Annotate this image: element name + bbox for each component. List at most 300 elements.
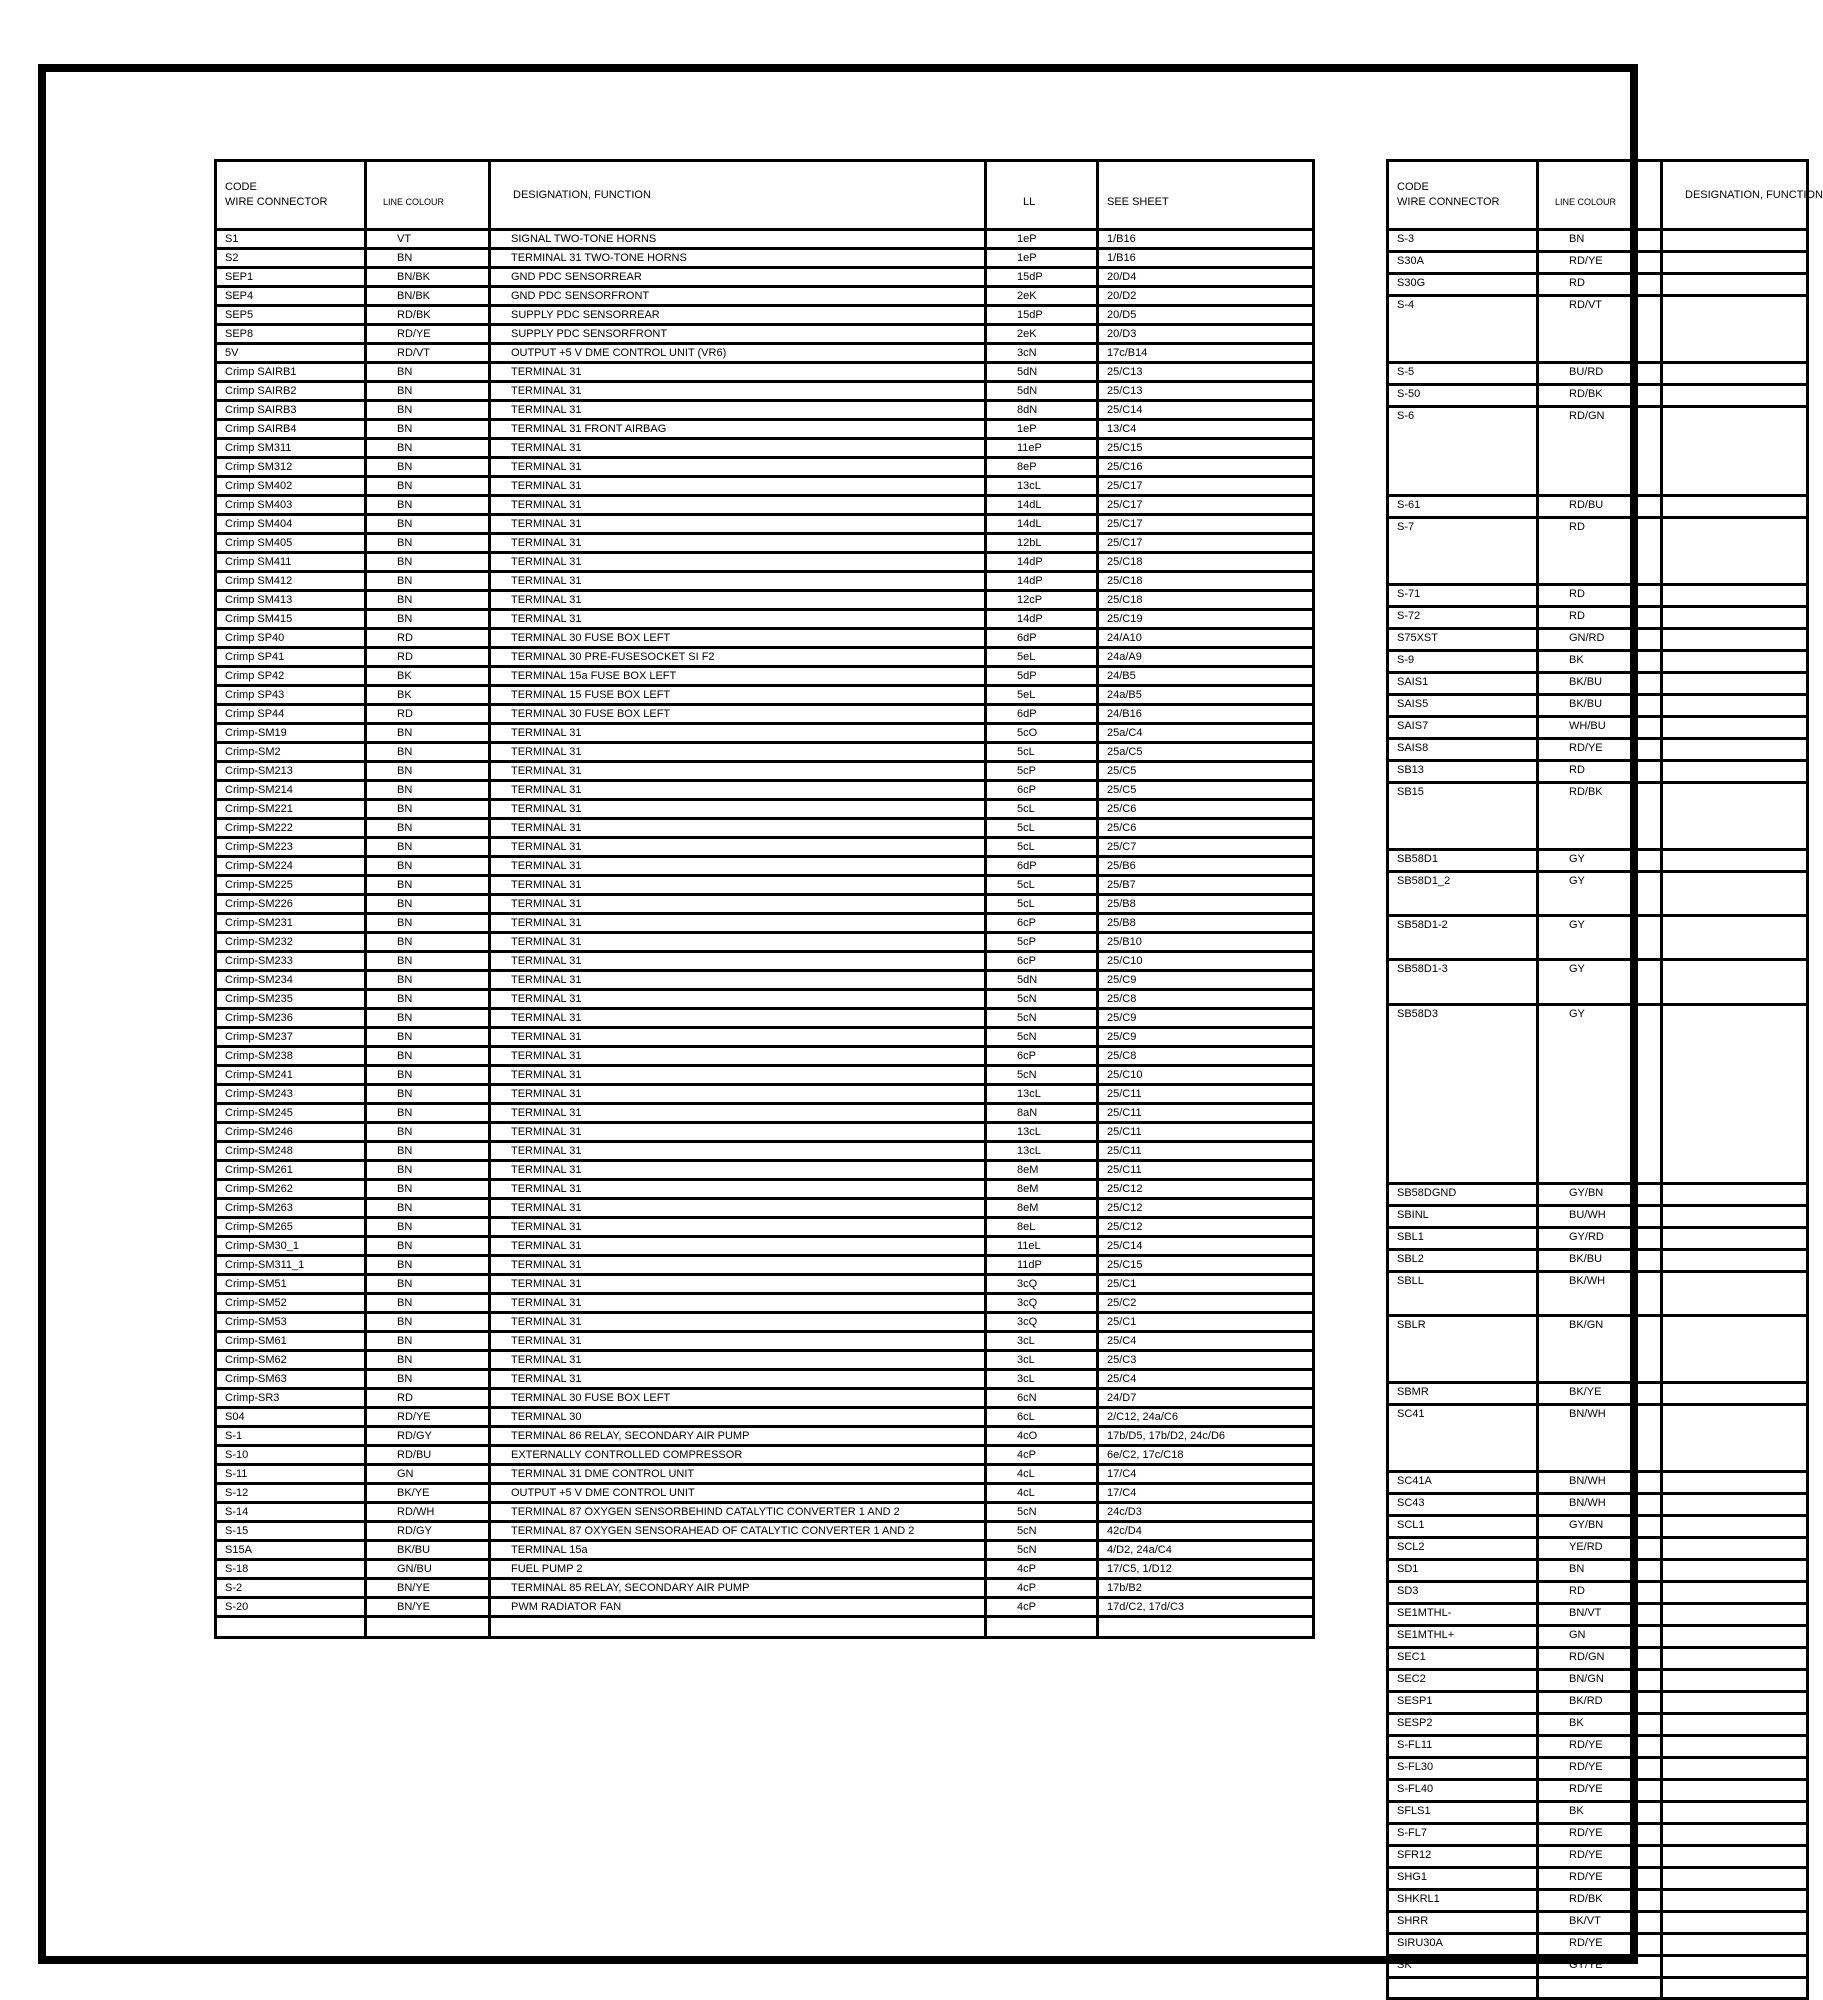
designation-cell <box>1662 1603 1808 1625</box>
designation-cell: OUTPUT +5 V DME CONTROL UNIT (VR6) <box>490 344 986 363</box>
ll-cell: 6cP <box>986 781 1098 800</box>
table-row <box>1388 1735 1808 1757</box>
designation-cell: TERMINAL 85 RELAY, SECONDARY AIR PUMP <box>490 1579 986 1598</box>
see-sheet-cell: 25/B6 <box>1098 857 1314 876</box>
see-sheet-cell: 25/C17 <box>1098 496 1314 515</box>
designation-cell <box>1662 871 1808 915</box>
see-sheet-cell: 1/B16 <box>1098 230 1314 249</box>
header-designation: DESIGNATION, FUNCTION <box>490 161 986 230</box>
designation-cell: TERMINAL 31 <box>490 477 986 496</box>
see-sheet-cell: 25/C2 <box>1098 1294 1314 1313</box>
line-colour-cell: GY <box>1538 960 1662 1004</box>
wire-code-cell: Crimp SAIRB3 <box>216 401 366 420</box>
see-sheet-cell: 17b/B2 <box>1098 1579 1314 1598</box>
wire-code-cell: SB58D3 <box>1388 1004 1538 1183</box>
line-colour-cell: RD/VT <box>366 344 490 363</box>
table-row <box>216 1503 1314 1522</box>
wire-code-cell: Crimp-SM243 <box>216 1085 366 1104</box>
wire-code-cell: SAIS1 <box>1388 672 1538 694</box>
line-colour-cell: BK <box>1538 650 1662 672</box>
line-colour-cell: RD/YE <box>1538 1933 1662 1955</box>
designation-cell: TERMINAL 31 <box>490 1370 986 1389</box>
wire-code-cell: S-5 <box>1388 362 1538 384</box>
wire-code-cell: SBLR <box>1388 1315 1538 1382</box>
designation-cell: TERMINAL 31 <box>490 1123 986 1142</box>
wire-code-cell: SEC2 <box>1388 1669 1538 1691</box>
wire-code-cell: Crimp-SM232 <box>216 933 366 952</box>
table-row <box>216 420 1314 439</box>
wire-code-cell: S30G <box>1388 274 1538 296</box>
wire-code-cell: Crimp-SM246 <box>216 1123 366 1142</box>
designation-cell: TERMINAL 31 <box>490 1066 986 1085</box>
ll-cell: 14dP <box>986 610 1098 629</box>
line-colour-cell: BN <box>366 1275 490 1294</box>
line-colour-cell: BN/BK <box>366 287 490 306</box>
wire-code-cell: Crimp-SR3 <box>216 1389 366 1408</box>
designation-cell <box>1662 1471 1808 1493</box>
table-row <box>216 477 1314 496</box>
ll-cell: 13cL <box>986 1123 1098 1142</box>
line-colour-cell: RD/BU <box>1538 495 1662 517</box>
ll-cell: 5cN <box>986 1066 1098 1085</box>
table-row <box>216 1465 1314 1484</box>
table-row <box>1388 672 1808 694</box>
designation-cell: TERMINAL 31 <box>490 1085 986 1104</box>
designation-cell: TERMINAL 31 <box>490 914 986 933</box>
header-ll: LL <box>986 161 1098 230</box>
wire-code-cell: SCL1 <box>1388 1515 1538 1537</box>
designation-cell <box>1662 650 1808 672</box>
table-row <box>216 1123 1314 1142</box>
wire-code-cell: Crimp-SM233 <box>216 952 366 971</box>
ll-cell: 12cP <box>986 591 1098 610</box>
table-row <box>1388 1205 1808 1227</box>
wire-code-cell: SHRR <box>1388 1911 1538 1933</box>
designation-cell <box>1662 1559 1808 1581</box>
wire-code-cell: Crimp-SM51 <box>216 1275 366 1294</box>
wire-code-cell: S30A <box>1388 252 1538 274</box>
designation-cell <box>1662 384 1808 406</box>
table-row <box>216 1294 1314 1313</box>
designation-cell <box>1662 672 1808 694</box>
designation-cell: TERMINAL 15 FUSE BOX LEFT <box>490 686 986 705</box>
line-colour-cell: BN <box>366 534 490 553</box>
designation-cell: TERMINAL 31 <box>490 458 986 477</box>
wire-code-cell: Crimp-SM221 <box>216 800 366 819</box>
ll-cell: 1eP <box>986 230 1098 249</box>
line-colour-cell: BK/BU <box>366 1541 490 1560</box>
wire-code-cell: Crimp-SM222 <box>216 819 366 838</box>
wire-code-cell: Crimp SP44 <box>216 705 366 724</box>
table-row <box>1388 915 1808 959</box>
wire-code-cell: Crimp SM405 <box>216 534 366 553</box>
designation-cell <box>1662 1004 1808 1183</box>
line-colour-cell: BN <box>366 1104 490 1123</box>
table-row <box>216 990 1314 1009</box>
designation-cell <box>1662 406 1808 495</box>
ll-cell: 5cN <box>986 1522 1098 1541</box>
table-row <box>216 629 1314 648</box>
table-row <box>216 648 1314 667</box>
ll-cell: 4cL <box>986 1484 1098 1503</box>
see-sheet-cell: 25a/C5 <box>1098 743 1314 762</box>
line-colour-cell: BN <box>366 952 490 971</box>
wire-code-cell: S-71 <box>1388 584 1538 606</box>
see-sheet-cell: 17b/D5, 17b/D2, 24c/D6 <box>1098 1427 1314 1446</box>
wire-code-cell: SEP5 <box>216 306 366 325</box>
table-row <box>1388 1471 1808 1493</box>
table-row <box>216 667 1314 686</box>
table-row <box>216 534 1314 553</box>
line-colour-cell: BN <box>366 876 490 895</box>
line-colour-cell: YE/RD <box>1538 1537 1662 1559</box>
table-row <box>1388 1845 1808 1867</box>
line-colour-cell: BN/WH <box>1538 1471 1662 1493</box>
see-sheet-cell: 25/C17 <box>1098 515 1314 534</box>
line-colour-cell: RD/YE <box>1538 1823 1662 1845</box>
wire-code-cell: Crimp-SM262 <box>216 1180 366 1199</box>
see-sheet-cell: 24a/B5 <box>1098 686 1314 705</box>
line-colour-cell: BK/BU <box>1538 1249 1662 1271</box>
line-colour-cell: RD <box>1538 760 1662 782</box>
line-colour-cell: BN <box>366 1123 490 1142</box>
table-row <box>216 230 1314 249</box>
line-colour-cell: BN <box>366 458 490 477</box>
ll-cell: 1eP <box>986 249 1098 268</box>
line-colour-cell: GN <box>366 1465 490 1484</box>
wire-code-cell: Crimp-SM238 <box>216 1047 366 1066</box>
table-row <box>216 762 1314 781</box>
ll-cell: 5dN <box>986 382 1098 401</box>
wire-code-cell: S-72 <box>1388 606 1538 628</box>
ll-cell: 14dP <box>986 572 1098 591</box>
wire-code-cell: Crimp-SM311_1 <box>216 1256 366 1275</box>
table-row <box>1388 1603 1808 1625</box>
table-row <box>216 1066 1314 1085</box>
ll-cell: 4cP <box>986 1579 1098 1598</box>
line-colour-cell: BN <box>366 1370 490 1389</box>
designation-cell: TERMINAL 15a FUSE BOX LEFT <box>490 667 986 686</box>
designation-cell: TERMINAL 31 <box>490 876 986 895</box>
see-sheet-cell: 25/C11 <box>1098 1161 1314 1180</box>
ll-cell: 5cL <box>986 838 1098 857</box>
table-row <box>1388 1315 1808 1382</box>
wire-code-cell: SESP2 <box>1388 1713 1538 1735</box>
line-colour-cell: BK/RD <box>1538 1691 1662 1713</box>
table-row <box>216 952 1314 971</box>
see-sheet-cell: 1/B16 <box>1098 249 1314 268</box>
wire-code-cell: SCL2 <box>1388 1537 1538 1559</box>
ll-cell: 6cP <box>986 952 1098 971</box>
see-sheet-cell: 42c/D4 <box>1098 1522 1314 1541</box>
designation-cell <box>1662 296 1808 363</box>
line-colour-cell: BN <box>366 382 490 401</box>
wire-code-cell: Crimp-SM231 <box>216 914 366 933</box>
see-sheet-cell: 25/C15 <box>1098 1256 1314 1275</box>
ll-cell: 11eP <box>986 439 1098 458</box>
ll-cell: 14dP <box>986 553 1098 572</box>
designation-cell: TERMINAL 31 <box>490 1199 986 1218</box>
wire-code-cell: Crimp-SM241 <box>216 1066 366 1085</box>
designation-cell: TERMINAL 31 <box>490 952 986 971</box>
wire-code-cell: Crimp-SM53 <box>216 1313 366 1332</box>
table-row <box>216 1256 1314 1275</box>
wire-code-cell: Crimp SP40 <box>216 629 366 648</box>
see-sheet-cell: 17/C5, 1/D12 <box>1098 1560 1314 1579</box>
table-row <box>216 306 1314 325</box>
line-colour-cell: BN <box>366 1218 490 1237</box>
table-row <box>216 325 1314 344</box>
line-colour-cell: BK/YE <box>366 1484 490 1503</box>
designation-cell: TERMINAL 31 <box>490 933 986 952</box>
line-colour-cell: BN <box>366 363 490 382</box>
table-row <box>216 724 1314 743</box>
table-row <box>1388 584 1808 606</box>
designation-cell: TERMINAL 31 <box>490 1256 986 1275</box>
table-row <box>216 1598 1314 1617</box>
line-colour-cell: BK <box>366 686 490 705</box>
table-row <box>1388 1801 1808 1823</box>
designation-cell <box>1662 1867 1808 1889</box>
header-see-sheet: SEE SHEET <box>1098 161 1314 230</box>
see-sheet-cell: 25/C8 <box>1098 1047 1314 1066</box>
designation-cell <box>1662 1205 1808 1227</box>
ll-cell: 5cO <box>986 724 1098 743</box>
table-row <box>1388 1779 1808 1801</box>
designation-cell: TERMINAL 31 <box>490 1047 986 1066</box>
table-row <box>216 819 1314 838</box>
table-row <box>216 572 1314 591</box>
ll-cell: 6dP <box>986 857 1098 876</box>
wire-code-cell: S-7 <box>1388 517 1538 584</box>
ll-cell: 4cO <box>986 1427 1098 1446</box>
line-colour-cell: BN <box>1538 230 1662 252</box>
table-row <box>1388 1404 1808 1471</box>
see-sheet-cell: 25/C15 <box>1098 439 1314 458</box>
ll-cell: 5cL <box>986 819 1098 838</box>
see-sheet-cell: 25/C5 <box>1098 781 1314 800</box>
line-colour-cell: RD/YE <box>366 1408 490 1427</box>
designation-cell: EXTERNALLY CONTROLLED COMPRESSOR <box>490 1446 986 1465</box>
ll-cell: 6cL <box>986 1408 1098 1427</box>
line-colour-cell: RD <box>1538 1581 1662 1603</box>
ll-cell: 5dN <box>986 971 1098 990</box>
designation-cell: PWM RADIATOR FAN <box>490 1598 986 1617</box>
ll-cell: 8dN <box>986 401 1098 420</box>
line-colour-cell: RD <box>1538 517 1662 584</box>
wire-code-cell: Crimp-SM224 <box>216 857 366 876</box>
wire-code-cell: SE1MTHL+ <box>1388 1625 1538 1647</box>
ll-cell: 5dP <box>986 667 1098 686</box>
see-sheet-cell: 25/C11 <box>1098 1104 1314 1123</box>
line-colour-cell: BN <box>366 591 490 610</box>
table-row <box>216 1313 1314 1332</box>
line-colour-cell: BN <box>366 420 490 439</box>
table-row <box>1388 384 1808 406</box>
wire-code-cell: S-FL11 <box>1388 1735 1538 1757</box>
designation-cell: TERMINAL 31 <box>490 971 986 990</box>
designation-cell <box>1662 738 1808 760</box>
wire-code-cell: S-3 <box>1388 230 1538 252</box>
designation-cell <box>1662 960 1808 1004</box>
see-sheet-cell: 25/C14 <box>1098 1237 1314 1256</box>
table-row <box>1388 871 1808 915</box>
wire-code-cell: S-11 <box>216 1465 366 1484</box>
line-colour-cell: BN <box>366 610 490 629</box>
table-row <box>216 439 1314 458</box>
designation-cell: GND PDC SENSORFRONT <box>490 287 986 306</box>
line-colour-cell: RD/BK <box>1538 384 1662 406</box>
ll-cell: 11dP <box>986 1256 1098 1275</box>
designation-cell: TERMINAL 31 <box>490 819 986 838</box>
designation-cell: TERMINAL 30 FUSE BOX LEFT <box>490 1389 986 1408</box>
designation-cell: TERMINAL 87 OXYGEN SENSORBEHIND CATALYTIC CONVERTER 1 AND 2 <box>490 1503 986 1522</box>
designation-cell <box>1662 1757 1808 1779</box>
see-sheet-cell: 20/D2 <box>1098 287 1314 306</box>
wire-code-cell: S-15 <box>216 1522 366 1541</box>
wire-code-cell: SB13 <box>1388 760 1538 782</box>
see-sheet-cell: 25/C18 <box>1098 572 1314 591</box>
line-colour-cell: RD/GY <box>366 1522 490 1541</box>
table-row <box>216 287 1314 306</box>
see-sheet-cell: 24/D7 <box>1098 1389 1314 1408</box>
line-colour-cell: RD/GN <box>1538 1647 1662 1669</box>
designation-cell <box>1662 1625 1808 1647</box>
wire-code-cell: S-18 <box>216 1560 366 1579</box>
designation-cell <box>1662 1227 1808 1249</box>
table-row <box>1388 1004 1808 1183</box>
header-code: CODE WIRE CONNECTOR <box>1388 161 1538 230</box>
wire-code-cell: Crimp SM404 <box>216 515 366 534</box>
see-sheet-cell: 4/D2, 24a/C4 <box>1098 1541 1314 1560</box>
see-sheet-cell: 25/C14 <box>1098 401 1314 420</box>
ll-cell: 5eL <box>986 648 1098 667</box>
designation-cell <box>1662 716 1808 738</box>
designation-cell <box>1662 849 1808 871</box>
table-row <box>216 781 1314 800</box>
see-sheet-cell: 25/C10 <box>1098 1066 1314 1085</box>
ll-cell: 8eL <box>986 1218 1098 1237</box>
wire-code-cell: SB58D1-3 <box>1388 960 1538 1004</box>
line-colour-cell: BN <box>366 515 490 534</box>
table-row <box>216 971 1314 990</box>
designation-cell: TERMINAL 31 <box>490 1028 986 1047</box>
header-designation: DESIGNATION, FUNCTION <box>1662 161 1808 230</box>
line-colour-cell: GY <box>1538 871 1662 915</box>
wire-code-cell: Crimp-SM62 <box>216 1351 366 1370</box>
table-row <box>1388 1713 1808 1735</box>
table-row <box>216 344 1314 363</box>
designation-cell <box>1662 782 1808 849</box>
ll-cell: 8eM <box>986 1199 1098 1218</box>
line-colour-cell: BN/GN <box>1538 1669 1662 1691</box>
line-colour-cell: BN <box>366 914 490 933</box>
table-row <box>1388 1183 1808 1205</box>
line-colour-cell: BN <box>1538 1559 1662 1581</box>
line-colour-cell: BU/RD <box>1538 362 1662 384</box>
table-row <box>1388 1581 1808 1603</box>
designation-cell: TERMINAL 31 <box>490 1313 986 1332</box>
designation-cell <box>1662 1515 1808 1537</box>
table-row <box>216 1161 1314 1180</box>
line-colour-cell: BN <box>366 781 490 800</box>
ll-cell: 12bL <box>986 534 1098 553</box>
table-row <box>216 458 1314 477</box>
designation-cell: TERMINAL 31 <box>490 781 986 800</box>
line-colour-cell: RD/YE <box>1538 1779 1662 1801</box>
wire-code-cell: S-61 <box>1388 495 1538 517</box>
table-row <box>1388 960 1808 1004</box>
designation-cell <box>1662 1911 1808 1933</box>
table-row <box>1388 252 1808 274</box>
line-colour-cell: RD/YE <box>1538 1867 1662 1889</box>
designation-cell: TERMINAL 31 <box>490 1275 986 1294</box>
line-colour-cell: BK/BU <box>1538 672 1662 694</box>
wire-code-cell: Crimp SAIRB4 <box>216 420 366 439</box>
line-colour-cell: RD <box>366 1389 490 1408</box>
see-sheet-cell: 24a/A9 <box>1098 648 1314 667</box>
designation-cell <box>1662 1581 1808 1603</box>
ll-cell: 3cQ <box>986 1275 1098 1294</box>
table-row <box>216 496 1314 515</box>
wire-code-cell: S04 <box>216 1408 366 1427</box>
wire-code-cell: SB15 <box>1388 782 1538 849</box>
wire-code-cell: SFLS1 <box>1388 1801 1538 1823</box>
table-row <box>1388 1625 1808 1647</box>
ll-cell: 11eL <box>986 1237 1098 1256</box>
wire-code-cell: S1 <box>216 230 366 249</box>
see-sheet-cell: 20/D3 <box>1098 325 1314 344</box>
line-colour-cell: GN <box>1538 1625 1662 1647</box>
wire-code-cell: Crimp SM312 <box>216 458 366 477</box>
ll-cell: 3cN <box>986 344 1098 363</box>
table-row <box>1388 606 1808 628</box>
table-row <box>1388 1933 1808 1955</box>
wire-code-cell: SHKRL1 <box>1388 1889 1538 1911</box>
table-row <box>1388 296 1808 363</box>
wire-code-cell: SEP8 <box>216 325 366 344</box>
line-colour-cell: RD/YE <box>1538 1845 1662 1867</box>
ll-cell: 13cL <box>986 1142 1098 1161</box>
designation-cell: TERMINAL 31 <box>490 724 986 743</box>
ll-cell: 6cP <box>986 914 1098 933</box>
line-colour-cell: BN <box>366 1294 490 1313</box>
line-colour-cell: BN <box>366 762 490 781</box>
line-colour-cell: BN <box>366 477 490 496</box>
wire-code-cell: Crimp SAIRB2 <box>216 382 366 401</box>
designation-cell <box>1662 628 1808 650</box>
ll-cell: 2eK <box>986 325 1098 344</box>
designation-cell: TERMINAL 31 <box>490 515 986 534</box>
line-colour-cell: BN <box>366 1028 490 1047</box>
wire-code-cell: SE1MTHL- <box>1388 1603 1538 1625</box>
designation-cell: TERMINAL 31 <box>490 496 986 515</box>
table-row <box>216 249 1314 268</box>
ll-cell: 5cN <box>986 1028 1098 1047</box>
line-colour-cell: RD/GY <box>366 1427 490 1446</box>
designation-cell <box>1662 495 1808 517</box>
wire-code-cell: SC43 <box>1388 1493 1538 1515</box>
designation-cell: TERMINAL 31 <box>490 800 986 819</box>
see-sheet-cell: 25/C17 <box>1098 477 1314 496</box>
line-colour-cell: BN <box>366 1161 490 1180</box>
line-colour-cell: BN <box>366 1142 490 1161</box>
ll-cell: 8eM <box>986 1161 1098 1180</box>
table-row <box>1388 1382 1808 1404</box>
wire-code-cell: Crimp-SM213 <box>216 762 366 781</box>
designation-cell <box>1662 1404 1808 1471</box>
line-colour-cell: BN <box>366 933 490 952</box>
